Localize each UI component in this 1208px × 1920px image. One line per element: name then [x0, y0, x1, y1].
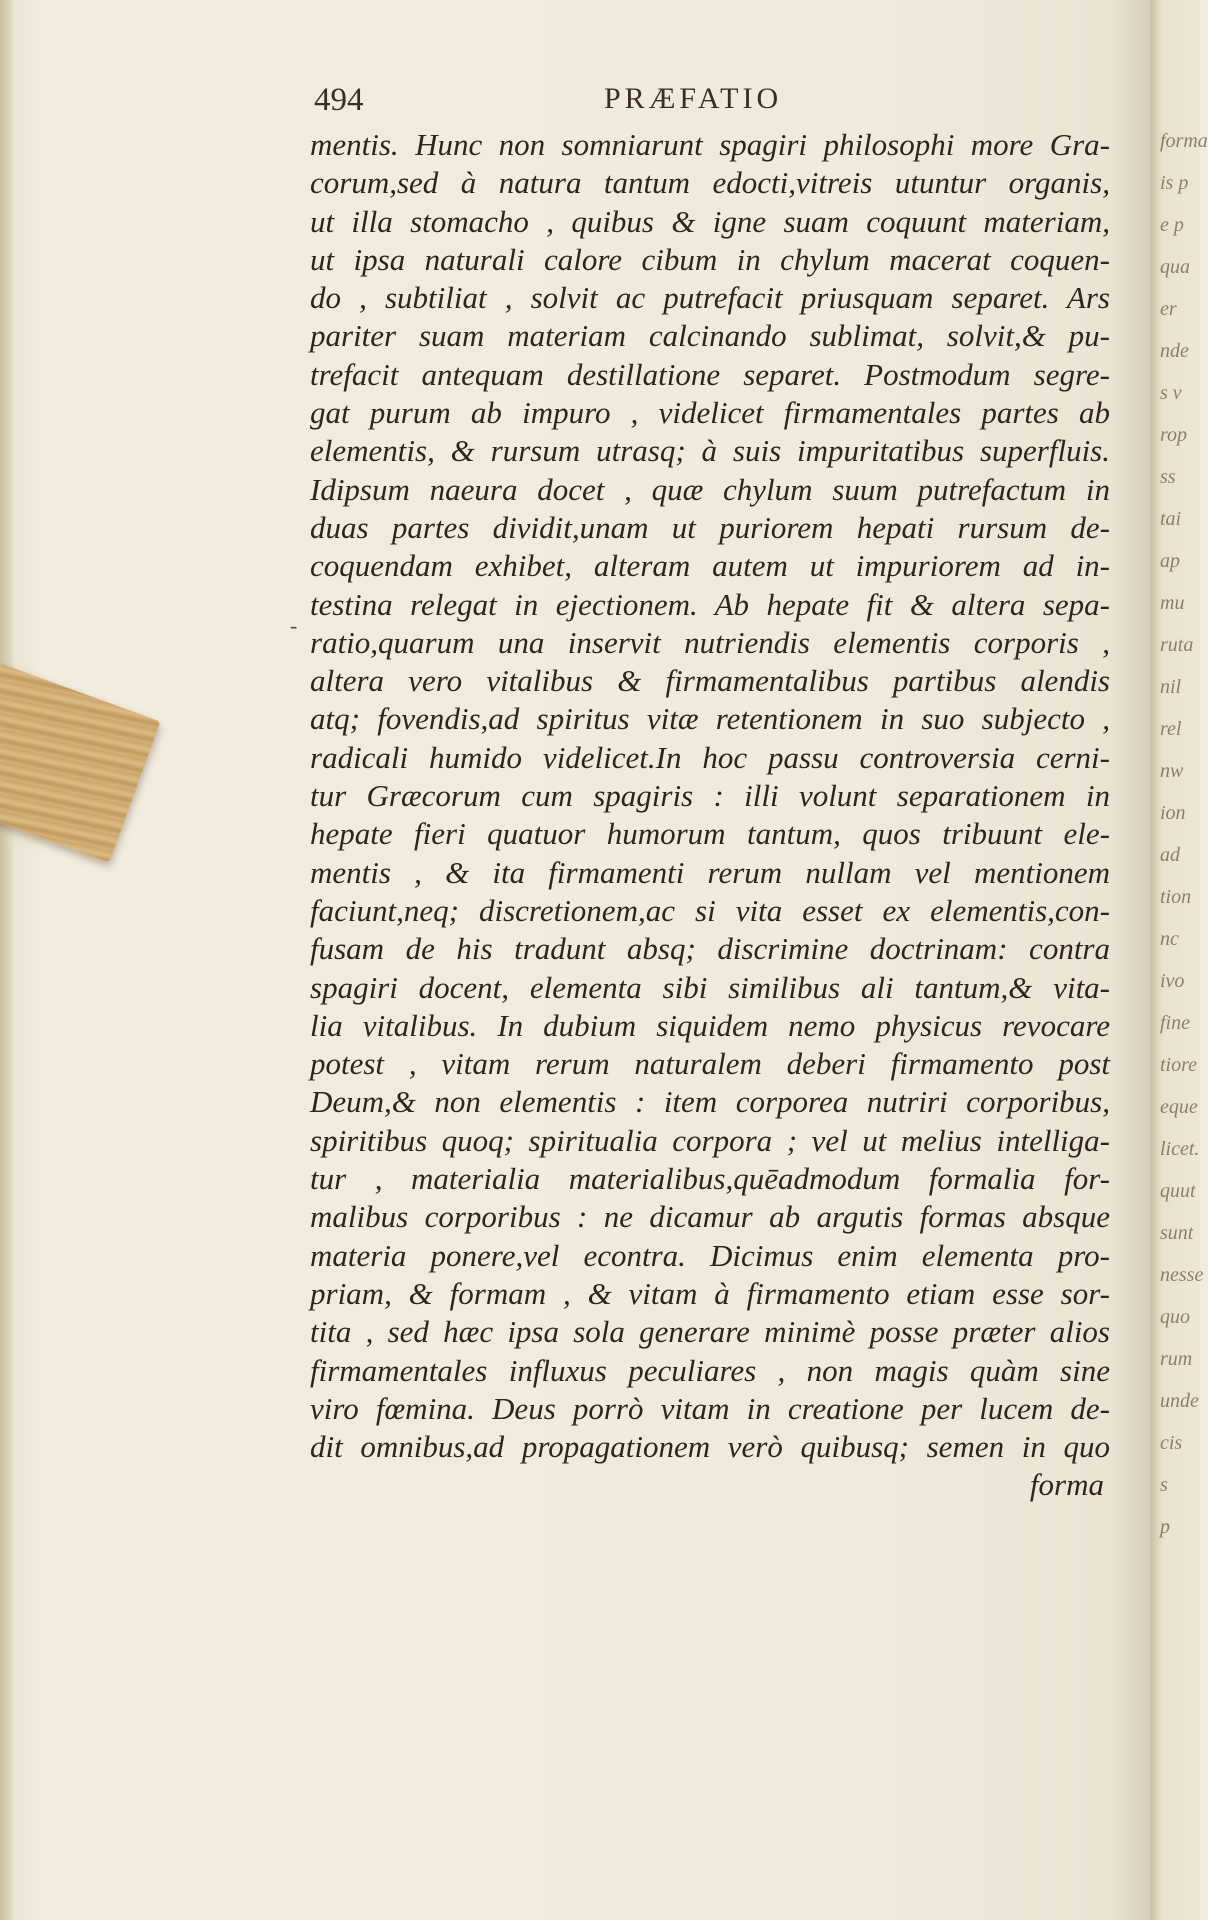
facing-page-fragment: eque: [1160, 1096, 1198, 1118]
text-line: ut ipsa naturali calore cibum in chylum macerat coquen-: [310, 241, 1110, 277]
facing-page-fragment: quut: [1160, 1180, 1196, 1202]
page-header: [314, 82, 1114, 126]
text-line: spiritibus quoq; spiritualia corpora ; vel ut melius intelliga-: [310, 1122, 1110, 1158]
facing-page-fragment: ruta: [1160, 634, 1194, 656]
text-line: materia ponere,vel econtra. Dicimus enim elementa pro-: [310, 1237, 1110, 1273]
running-head: PRÆFATIO: [604, 82, 783, 115]
text-line: fusam de his tradunt absq; discrimine doctrinam: contra: [310, 931, 1110, 967]
text-line: viro fœmina. Deus porrò vitam in creatione per lucem de-: [310, 1390, 1110, 1426]
body-text: [310, 126, 1110, 1505]
facing-page-fragment: ivo: [1160, 970, 1185, 992]
facing-page-fragment: qua: [1160, 256, 1190, 278]
text-line: atq; fovendis,ad spiritus vitæ retentionem in suo subjecto ,: [310, 701, 1110, 737]
facing-page-text-fragments: [1160, 120, 1208, 1548]
facing-page-fragment: cis: [1160, 1432, 1183, 1454]
text-line: corum,sed à natura tantum edocti,vitreis utuntur organis,: [310, 165, 1110, 201]
text-line: tita , sed hæc ipsa sola generare minimè posse præter alios: [310, 1314, 1110, 1350]
text-line: firmamentales influxus peculiares , non magis quàm sine: [310, 1352, 1110, 1388]
text-line: dit omnibus,ad propagationem verò quibusq; semen in quo: [310, 1429, 1110, 1465]
facing-page-fragment: is p: [1160, 172, 1189, 194]
text-line: tur , materialia materialibus,quēadmodum formalia for-: [310, 1161, 1110, 1197]
facing-page-fragment: nw: [1160, 760, 1184, 782]
facing-page-fragment: tai: [1160, 508, 1182, 530]
text-line: malibus corporibus : ne dicamur ab argutis formas absque: [310, 1199, 1110, 1235]
text-line: trefacit antequam destillatione separet. Postmodum segre-: [310, 356, 1110, 392]
facing-page-fragment: s v: [1160, 382, 1182, 404]
facing-page-fragment: licet.: [1160, 1138, 1200, 1160]
text-line: priam, & formam , & vitam à firmamento etiam esse sor-: [310, 1275, 1110, 1311]
text-line: hepate fieri quatuor humorum tantum, quos tribuunt ele-: [310, 816, 1110, 852]
text-line: Deum,& non elementis : item corporea nutriri corporibus,: [310, 1084, 1110, 1120]
facing-page-fragment: forma: [1160, 130, 1208, 152]
text-line: spagiri docent, elementa sibi similibus ali tantum,& vita-: [310, 969, 1110, 1005]
facing-page-fragment: ion: [1160, 802, 1186, 824]
catchword: forma: [1029, 1467, 1104, 1503]
facing-page-fragment: rum: [1160, 1348, 1193, 1370]
text-line: coquendam exhibet, alteram autem ut impuriorem ad in-: [310, 548, 1110, 584]
facing-page-fragment: tion: [1160, 886, 1192, 908]
facing-page-fragment: p: [1160, 1516, 1170, 1538]
page-number: 494: [314, 82, 364, 118]
facing-page-fragment: sunt: [1160, 1222, 1194, 1244]
facing-page-fragment: ss: [1160, 466, 1176, 488]
facing-page-fragment: nc: [1160, 928, 1179, 950]
facing-page-fragment: mu: [1160, 592, 1185, 614]
facing-page-fragment: ad: [1160, 844, 1180, 866]
text-line: pariter suam materiam calcinando sublimat, solvit,& pu-: [310, 318, 1110, 354]
text-line: duas partes dividit,unam ut puriorem hepati rursum de-: [310, 509, 1110, 545]
text-line: testina relegat in ejectionem. Ab hepate fit & altera sepa-: [310, 586, 1110, 622]
facing-page-fragment: rop: [1160, 424, 1188, 446]
text-line: gat purum ab impuro , videlicet firmamentales partes ab: [310, 395, 1110, 431]
facing-page-fragment: fine: [1160, 1012, 1190, 1034]
facing-page-fragment: rel: [1160, 718, 1182, 740]
wooden-bookmark: [0, 663, 161, 862]
facing-page-fragment: nde: [1160, 340, 1189, 362]
margin-mark: -: [290, 613, 298, 638]
facing-page-fragment: nil: [1160, 676, 1182, 698]
facing-page-fragment: tiore: [1160, 1054, 1198, 1076]
text-line: mentis , & ita firmamenti rerum nullam vel mentionem: [310, 854, 1110, 890]
text-line: elementis, & rursum utrasq; à suis impuritatibus superfluis.: [310, 433, 1110, 469]
text-line: potest , vitam rerum naturalem deberi firmamento post: [310, 1046, 1110, 1082]
text-line: radicali humido videlicet.In hoc passu controversia cerni-: [310, 739, 1110, 775]
facing-page-fragment: ap: [1160, 550, 1180, 572]
text-line: ut illa stomacho , quibus & igne suam coquunt materiam,: [310, 203, 1110, 239]
facing-page-fragment: er: [1160, 298, 1177, 320]
page-left-edge: [0, 0, 14, 1920]
facing-page-fragment: quo: [1160, 1306, 1190, 1328]
text-line: mentis. Hunc non somniarunt spagiri philosophi more Gra-: [310, 127, 1110, 162]
text-line: do , subtiliat , solvit ac putrefacit priusquam separet. Ars: [310, 280, 1110, 316]
text-line: Idipsum naeura docet , quæ chylum suum putrefactum in: [310, 471, 1110, 507]
facing-page-fragment: unde: [1160, 1390, 1199, 1412]
text-line: faciunt,neq; discretionem,ac si vita esset ex elementis,con-: [310, 892, 1110, 928]
text-line: tur Græcorum cum spagiris : illi volunt separationem in: [310, 778, 1110, 814]
text-line: altera vero vitalibus & firmamentalibus partibus alendis: [310, 663, 1110, 699]
facing-page-fragment: e p: [1160, 214, 1184, 236]
facing-page-fragment: nesse: [1160, 1264, 1204, 1286]
text-line: ratio,quarum una inservit nutriendis elementis corporis ,: [310, 624, 1110, 660]
facing-page-fragment: s: [1160, 1474, 1168, 1496]
text-line: lia vitalibus. In dubium siquidem nemo physicus revocare: [310, 1007, 1110, 1043]
